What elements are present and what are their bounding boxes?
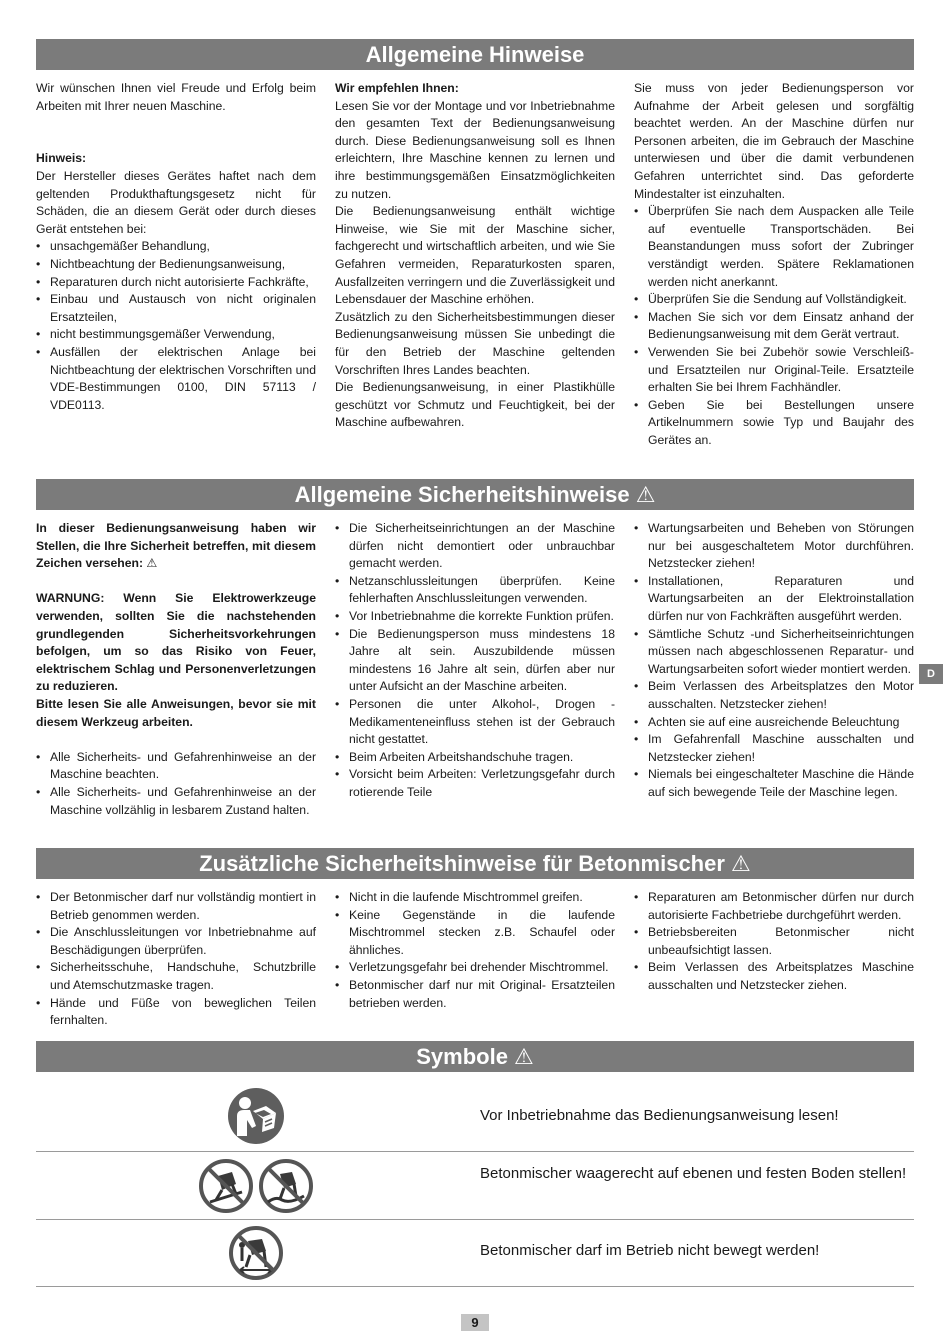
symbol-row (36, 1082, 914, 1152)
list-item: • Betriebsbereiten Betonmischer nicht unbeaufsichtigt lassen. (634, 924, 914, 959)
section-title-mixer-safety: Zusätzliche Sicherheitshinweise für Betonmischer ⚠ (36, 848, 914, 879)
list-item: • Sämtliche Schutz -und Sicherheitseinrichtungen müssen nach abgeschlossenen Reparatur- und Wartungsarbeiten sofort wieder montiert werden. (634, 626, 914, 679)
section-title-general-notes: Allgemeine Hinweise (36, 39, 914, 70)
symbol-row (36, 1220, 914, 1287)
read-manual-icon (226, 1086, 286, 1146)
list-item: • Vor Inbetriebnahme die korrekte Funktion prüfen. (335, 608, 615, 626)
list-item: • Hände und Füße von beweglichen Teilen fernhalten. (36, 995, 316, 1030)
list-item: • Reparaturen am Betonmischer dürfen nur durch autorisierte Fachbetriebe durchgeführt werden. (634, 889, 914, 924)
safety-intro: In dieser Bedienungsanweisung haben wir Stellen, die Ihre Sicherheit betreffen, mit diesem Zeichen versehen: ⚠ (36, 521, 316, 571)
list-item: • Einbau und Austausch von nicht originalen Ersatzteilen, (36, 291, 316, 326)
list-item: • Keine Gegenstände in die laufende Mischtrommel stecken z.B. Schaufel oder ähnliches. (335, 907, 615, 960)
list-item: • Alle Sicherheits- und Gefahrenhinweise an der Maschine vollzählig in lesbarem Zustand halten. (36, 784, 316, 819)
list-item: • Beim Verlassen des Arbeitsplatzes Maschine ausschalten und Netzstecker ziehen. (634, 959, 914, 994)
list-item: • Wartungsarbeiten und Beheben von Störungen nur bei ausgeschaltetem Motor durchführen. Netzstecker ziehen! (634, 520, 914, 573)
safety-notes-column-2 (335, 520, 615, 802)
paragraph: Die Bedienungsanweisung, in einer Plastikhülle geschützt vor Schmutz und Feuchtigkeit, bei der Maschine aufbewahren. (335, 380, 615, 430)
no-uneven-ground-icon (258, 1158, 314, 1214)
symbol-description: Betonmischer darf im Betrieb nicht bewegt werden! (480, 1242, 820, 1259)
symbol-row (36, 1152, 914, 1220)
general-notes-column-2 (335, 80, 615, 432)
list-item: • Vorsicht beim Arbeiten: Verletzungsgefahr durch rotierende Teile (335, 766, 615, 801)
list-item: • Überprüfen Sie nach dem Auspacken alle Teile auf eventuelle Transportschäden. Bei Beanstandungen muss sofort der Zubringer verständigt werden. Spätere Reklamationen werden nicht anerkannt. (634, 203, 914, 291)
list-item: • Verletzungsgefahr bei drehender Mischtrommel. (335, 959, 615, 977)
mixer-safety-column-1 (36, 889, 316, 1030)
paragraph: Zusätzlich zu den Sicherheitsbestimmungen dieser Bedienungsanweisung müssen Sie unbedingt die für den Betrieb der Maschine geltenden Vorschriften Ihres Landes beachten. (335, 309, 615, 377)
list-item: • Alle Sicherheits- und Gefahrenhinweise an der Maschine beachten. (36, 749, 316, 784)
warning-text: WARNUNG: Wenn Sie Elektrowerkzeuge verwenden, sollten Sie die nachstehenden grundlegenden Sicherheitsvorkehrungen befolgen, um so das Risiko von Feuer, elektrischem Schlag und Personenverletzungen zu reduzieren. (36, 591, 316, 694)
list-item: • Die Bedienungsperson muss mindestens 18 Jahre alt sein. Auszubildende müssen mindestens 16 Jahre alt sein, dürfen aber nur unter Aufsicht an der Maschine arbeiten. (335, 626, 615, 696)
list-item: • Achten sie auf eine ausreichende Beleuchtung (634, 714, 914, 732)
recommendation-heading: Wir empfehlen Ihnen: (335, 81, 459, 95)
list-item: • Installationen, Reparaturen und Wartungsarbeiten an der Elektroinstallation dürfen nur von Fachkräften ausgeführt werden. (634, 573, 914, 626)
list-item: • Nichtbeachtung der Bedienungsanweisung, (36, 256, 316, 274)
no-tilted-mixer-icon (198, 1158, 254, 1214)
do-not-move-icon (228, 1225, 284, 1281)
list-item: • Verwenden Sie bei Zubehör sowie Verschleiß- und Ersatzteilen nur Original-Teile. Ersatzteile erhalten Sie bei Ihrem Fachhändler. (634, 344, 914, 397)
section-title-safety-notes: Allgemeine Sicherheitshinweise ⚠ (36, 479, 914, 510)
read-instructions-text: Bitte lesen Sie alle Anweisungen, bevor sie mit diesem Werkzeug arbeiten. (36, 696, 316, 729)
paragraph: Lesen Sie vor der Montage und vor Inbetriebnahme den gesamten Text der Bedienungsanweisung durch. Diese Bedienungsanweisung soll es Ihnen erleichtern, Ihre Maschine kennen zu lernen und ihre bestimmungsgemäßen Einsatzmöglichkeiten zu nutzen. (335, 98, 615, 201)
list-item: • nicht bestimmungsgemäßer Verwendung, (36, 326, 316, 344)
symbol-description: Betonmischer waagerecht auf ebenen und festen Boden stellen! (480, 1165, 907, 1182)
list-item: • Personen die unter Alkohol-, Drogen - Medikamenteneinfluss stehen ist der Gebrauch nicht gestattet. (335, 696, 615, 749)
list-item: • Ausfällen der elektrischen Anlage bei Nichtbeachtung der elektrischen Vorschriften und VDE-Bestimmungen 0100, DIN 57113 / VDE0113. (36, 344, 316, 414)
paragraph: Sie muss von jeder Bedienungsperson vor Aufnahme der Arbeit gelesen und sorgfältig beachtet werden. An der Maschine dürfen nur Personen arbeiten, die im Gebrauch der Maschine unterwiesen und über die damit verbundenen Gefahren unterrichtet sind. Das geforderte Mindestalter ist einzuhalten. (634, 81, 914, 201)
list-item: • Reparaturen durch nicht autorisierte Fachkräfte, (36, 274, 316, 292)
list-item: • Beim Verlassen des Arbeitsplatzes den Motor ausschalten. Netzstecker ziehen! (634, 678, 914, 713)
list-item: • Die Anschlussleitungen vor Inbetriebnahme auf Beschädigungen überprüfen. (36, 924, 316, 959)
list-item: • unsachgemäßer Behandlung, (36, 238, 316, 256)
list-item: • Im Gefahrenfall Maschine ausschalten und Netzstecker ziehen! (634, 731, 914, 766)
general-notes-column-1 (36, 80, 316, 414)
general-notes-column-3 (634, 80, 914, 449)
section-title-symbols: Symbole ⚠ (36, 1041, 914, 1072)
list-item: • Netzanschlussleitungen überprüfen. Keine fehlerhaften Anschlussleitungen verwenden. (335, 573, 615, 608)
list-item: • Betonmischer darf nur mit Original- Ersatzteilen betrieben werden. (335, 977, 615, 1012)
list-item: • Niemals bei eingeschalteter Maschine die Hände auf sich bewegende Teile der Maschine legen. (634, 766, 914, 801)
list-item: • Der Betonmischer darf nur vollständig montiert in Betrieb genommen werden. (36, 889, 316, 924)
page-number: 9 (461, 1314, 489, 1331)
list-item: • Überprüfen Sie die Sendung auf Vollständigkeit. (634, 291, 914, 309)
safety-notes-column-1 (36, 520, 316, 819)
list-item: • Machen Sie sich vor dem Einsatz anhand der Bedienungsanweisung mit dem Gerät vertraut. (634, 309, 914, 344)
safety-notes-column-3 (634, 520, 914, 802)
list-item: • Beim Arbeiten Arbeitshandschuhe tragen. (335, 749, 615, 767)
hint-text: Der Hersteller dieses Gerätes haftet nach dem geltenden Produkthaftungsgesetz nicht für Schäden, die an diesem Gerät oder durch dieses Gerät entstehen bei: (36, 168, 316, 236)
list-item: • Nicht in die laufende Mischtrommel greifen. (335, 889, 615, 907)
language-tab: D (919, 664, 943, 684)
symbol-description: Vor Inbetriebnahme das Bedienungsanweisung lesen! (480, 1107, 839, 1124)
list-item: • Sicherheitsschuhe, Handschuhe, Schutzbrille und Atemschutzmaske tragen. (36, 959, 316, 994)
hint-heading: Hinweis: (36, 151, 87, 166)
paragraph: Die Bedienungsanweisung enthält wichtige Hinweise, wie Sie mit der Maschine sicher, fachgerecht und wirtschaftlich arbeiten, und wie Sie Gefahren vermeiden, Reparaturkosten sparen, Ausfallzeiten verringern und die Zuverlässigkeit und Lebensdauer der Maschine erhöhen. (335, 204, 615, 307)
mixer-safety-column-3 (634, 889, 914, 995)
list-item: • Die Sicherheitseinrichtungen an der Maschine dürfen nicht demontiert oder unbrauchbar gemacht werden. (335, 520, 615, 573)
mixer-safety-column-2 (335, 889, 615, 1012)
intro-text: Wir wünschen Ihnen viel Freude und Erfolg beim Arbeiten mit Ihrer neuen Maschine. (36, 81, 316, 113)
list-item: • Geben Sie bei Bestellungen unsere Artikelnummern sowie Typ und Baujahr des Gerätes an. (634, 397, 914, 450)
